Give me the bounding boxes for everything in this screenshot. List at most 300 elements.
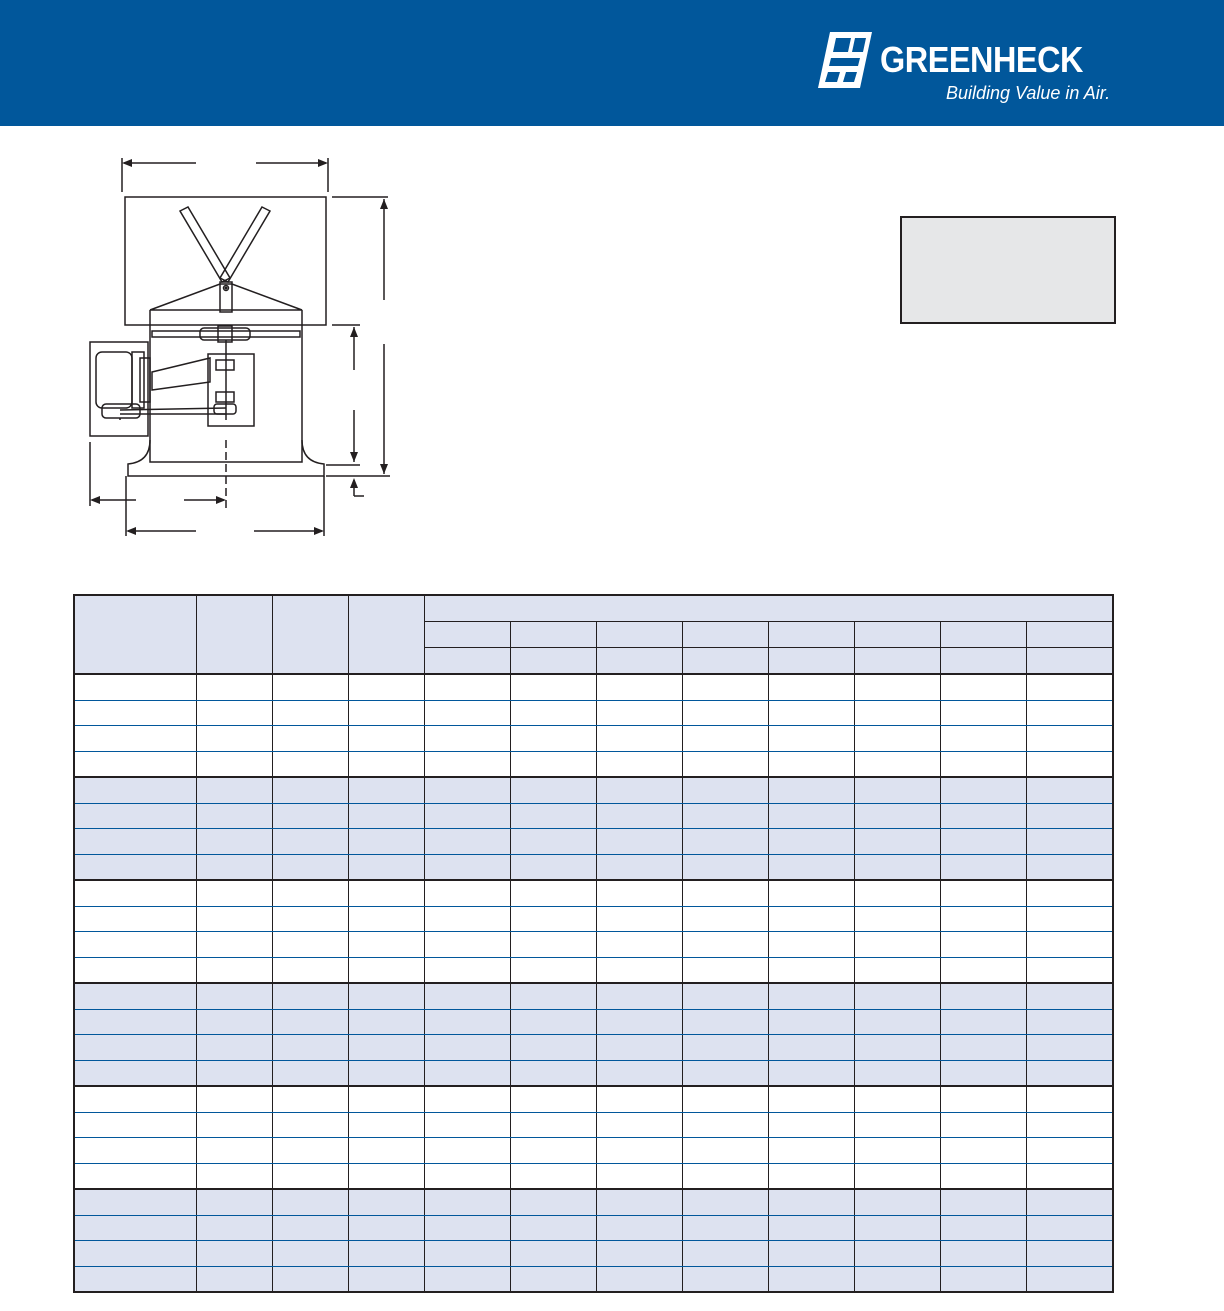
table-cell (272, 777, 348, 803)
table-cell (1027, 674, 1113, 700)
table-cell (196, 1138, 272, 1164)
table-cell (596, 829, 682, 855)
table-cell (683, 983, 769, 1009)
table-cell (272, 854, 348, 880)
table-cell (855, 726, 941, 752)
table-cell (348, 674, 424, 700)
table-cell (424, 983, 510, 1009)
table-cell (348, 880, 424, 906)
table-cell (196, 1241, 272, 1267)
dimension-table (73, 594, 1114, 1293)
table-cell (510, 1163, 596, 1189)
table-body (74, 674, 1113, 1292)
table-row (74, 957, 1113, 983)
table-cell (769, 1112, 855, 1138)
table-cell (855, 1086, 941, 1112)
header-cell (683, 622, 769, 648)
table-cell (348, 1241, 424, 1267)
table-cell (855, 829, 941, 855)
table-cell (596, 1215, 682, 1241)
table-cell (510, 906, 596, 932)
table-cell (855, 1241, 941, 1267)
table-cell (1027, 751, 1113, 777)
table-cell (196, 1035, 272, 1061)
table-cell (769, 1189, 855, 1215)
table-cell (596, 932, 682, 958)
table-cell (74, 983, 196, 1009)
table-cell (683, 854, 769, 880)
table-cell (596, 906, 682, 932)
table-cell (272, 1060, 348, 1086)
table-cell (855, 932, 941, 958)
table-cell (855, 803, 941, 829)
table-cell (769, 751, 855, 777)
table-cell (596, 1138, 682, 1164)
table-cell (941, 700, 1027, 726)
table-cell (74, 1035, 196, 1061)
table-cell (348, 1189, 424, 1215)
table-cell (272, 1163, 348, 1189)
table-cell (596, 674, 682, 700)
table-cell (769, 1163, 855, 1189)
table-cell (941, 1241, 1027, 1267)
table-cell (683, 803, 769, 829)
table-cell (1027, 1189, 1113, 1215)
header-cell (510, 648, 596, 675)
table-cell (348, 983, 424, 1009)
table-cell (683, 906, 769, 932)
table-cell (941, 1266, 1027, 1292)
table-cell (196, 751, 272, 777)
page-header (0, 0, 1224, 126)
table-cell (272, 1035, 348, 1061)
table-cell (596, 1086, 682, 1112)
table-cell (424, 1112, 510, 1138)
table-cell (510, 957, 596, 983)
table-row (74, 1266, 1113, 1292)
table-cell (769, 983, 855, 1009)
table-cell (74, 957, 196, 983)
table-cell (74, 1086, 196, 1112)
table-cell (1027, 1163, 1113, 1189)
table-cell (424, 854, 510, 880)
table-cell (272, 1266, 348, 1292)
table-cell (510, 1086, 596, 1112)
table-cell (596, 1241, 682, 1267)
table-cell (272, 906, 348, 932)
table-cell (769, 1266, 855, 1292)
table-cell (74, 1215, 196, 1241)
table-cell (424, 1189, 510, 1215)
table-cell (424, 932, 510, 958)
header-cell (510, 622, 596, 648)
table-cell (769, 1215, 855, 1241)
table-cell (348, 700, 424, 726)
header-cell (855, 648, 941, 675)
table-cell (424, 957, 510, 983)
table-cell (683, 1086, 769, 1112)
table-cell (683, 726, 769, 752)
table-cell (855, 1266, 941, 1292)
table-cell (941, 829, 1027, 855)
table-cell (348, 1266, 424, 1292)
table-cell (74, 1009, 196, 1035)
table-cell (1027, 854, 1113, 880)
table-cell (74, 700, 196, 726)
table-row (74, 932, 1113, 958)
table-cell (272, 957, 348, 983)
table-cell (941, 983, 1027, 1009)
table-cell (74, 726, 196, 752)
table-cell (683, 957, 769, 983)
table-cell (941, 1009, 1027, 1035)
table-cell (196, 1266, 272, 1292)
table-row (74, 1189, 1113, 1215)
table-cell (510, 983, 596, 1009)
table-cell (196, 880, 272, 906)
table-cell (510, 1189, 596, 1215)
table-cell (769, 957, 855, 983)
table-cell (596, 983, 682, 1009)
table-cell (424, 906, 510, 932)
table-cell (348, 1215, 424, 1241)
table-cell (683, 1241, 769, 1267)
table-cell (1027, 1241, 1113, 1267)
table-cell (510, 880, 596, 906)
table-cell (424, 751, 510, 777)
table-header (74, 595, 1113, 674)
table-row (74, 726, 1113, 752)
greenheck-logo[interactable] (816, 28, 1116, 108)
table-cell (272, 726, 348, 752)
table-cell (74, 674, 196, 700)
table-cell (348, 1112, 424, 1138)
table-cell (683, 1009, 769, 1035)
table-cell (941, 1086, 1027, 1112)
header-cell (272, 595, 348, 674)
table-cell (683, 932, 769, 958)
table-cell (348, 906, 424, 932)
table-cell (683, 1189, 769, 1215)
table-cell (196, 957, 272, 983)
table-cell (769, 1009, 855, 1035)
table-cell (855, 700, 941, 726)
table-cell (769, 1138, 855, 1164)
header-cell-span (424, 595, 1113, 622)
table-cell (596, 803, 682, 829)
table-cell (196, 906, 272, 932)
table-cell (941, 1215, 1027, 1241)
table-cell (596, 880, 682, 906)
table-cell (683, 1112, 769, 1138)
table-cell (596, 1266, 682, 1292)
table-cell (769, 1241, 855, 1267)
table-cell (510, 674, 596, 700)
table-cell (510, 932, 596, 958)
table-cell (1027, 726, 1113, 752)
table-cell (196, 983, 272, 1009)
table-cell (1027, 1138, 1113, 1164)
table-cell (596, 1009, 682, 1035)
table-row (74, 880, 1113, 906)
table-cell (510, 726, 596, 752)
header-cell (941, 648, 1027, 675)
table-cell (510, 1266, 596, 1292)
table-cell (272, 803, 348, 829)
header-cell (596, 648, 682, 675)
table-row (74, 829, 1113, 855)
header-cell (683, 648, 769, 675)
table-cell (510, 1215, 596, 1241)
table-cell (769, 854, 855, 880)
table-cell (596, 854, 682, 880)
table-cell (683, 1060, 769, 1086)
table-cell (769, 829, 855, 855)
table-cell (348, 751, 424, 777)
table-cell (74, 1241, 196, 1267)
fan-dimension-drawing (80, 148, 410, 548)
table-cell (683, 1163, 769, 1189)
table-cell (196, 777, 272, 803)
table-cell (348, 1035, 424, 1061)
table-cell (348, 1060, 424, 1086)
table-cell (272, 880, 348, 906)
header-cell (424, 622, 510, 648)
table-cell (196, 932, 272, 958)
table-cell (272, 1086, 348, 1112)
table-cell (348, 1138, 424, 1164)
table-cell (769, 726, 855, 752)
table-cell (196, 1112, 272, 1138)
table-cell (683, 674, 769, 700)
header-cell (769, 622, 855, 648)
table-cell (596, 1112, 682, 1138)
table-cell (510, 1060, 596, 1086)
table-cell (424, 777, 510, 803)
table-cell (596, 777, 682, 803)
header-cell (74, 595, 196, 674)
table-cell (272, 1138, 348, 1164)
table-cell (769, 777, 855, 803)
table-cell (348, 829, 424, 855)
table-cell (769, 906, 855, 932)
table-cell (855, 880, 941, 906)
table-cell (769, 700, 855, 726)
table-cell (855, 1189, 941, 1215)
table-cell (196, 1163, 272, 1189)
table-cell (596, 1035, 682, 1061)
table-row (74, 1138, 1113, 1164)
table-cell (74, 1138, 196, 1164)
table-cell (1027, 1266, 1113, 1292)
table-cell (1027, 983, 1113, 1009)
table-cell (424, 700, 510, 726)
table-cell (1027, 1112, 1113, 1138)
table-cell (74, 829, 196, 855)
table-cell (424, 726, 510, 752)
table-cell (941, 854, 1027, 880)
table-cell (196, 1060, 272, 1086)
table-cell (348, 1086, 424, 1112)
table-cell (855, 1112, 941, 1138)
table-cell (941, 1138, 1027, 1164)
table-row (74, 674, 1113, 700)
table-cell (272, 1189, 348, 1215)
table-cell (510, 1035, 596, 1061)
table-row (74, 1215, 1113, 1241)
table-cell (424, 1009, 510, 1035)
table-cell (855, 906, 941, 932)
table-cell (510, 700, 596, 726)
table-cell (196, 674, 272, 700)
table-cell (596, 957, 682, 983)
table-row (74, 1035, 1113, 1061)
table-cell (74, 751, 196, 777)
table-cell (683, 880, 769, 906)
table-cell (683, 829, 769, 855)
header-cell (855, 622, 941, 648)
table-row (74, 983, 1113, 1009)
table-cell (348, 726, 424, 752)
table-cell (74, 1266, 196, 1292)
table-cell (941, 1060, 1027, 1086)
table-cell (424, 1215, 510, 1241)
table-row (74, 1241, 1113, 1267)
table-cell (855, 1035, 941, 1061)
table-cell (769, 674, 855, 700)
table-cell (596, 1163, 682, 1189)
table-cell (510, 829, 596, 855)
table-cell (941, 777, 1027, 803)
table-cell (683, 751, 769, 777)
table-cell (596, 700, 682, 726)
table-cell (855, 751, 941, 777)
table-row (74, 1086, 1113, 1112)
table-cell (683, 1035, 769, 1061)
table-cell (348, 1163, 424, 1189)
table-cell (855, 983, 941, 1009)
table-cell (510, 751, 596, 777)
table-cell (941, 751, 1027, 777)
table-cell (424, 880, 510, 906)
table-cell (855, 1163, 941, 1189)
table-cell (74, 880, 196, 906)
table-cell (74, 1060, 196, 1086)
table-cell (1027, 777, 1113, 803)
brand-tagline: Building Value in Air. (946, 83, 1111, 103)
table-cell (683, 700, 769, 726)
table-cell (1027, 1215, 1113, 1241)
table-cell (683, 1266, 769, 1292)
table-cell (74, 777, 196, 803)
table-cell (596, 751, 682, 777)
table-cell (348, 1009, 424, 1035)
table-cell (510, 1241, 596, 1267)
table-cell (74, 854, 196, 880)
table-cell (74, 906, 196, 932)
table-cell (941, 1189, 1027, 1215)
table-cell (855, 1215, 941, 1241)
table-cell (941, 803, 1027, 829)
table-cell (74, 932, 196, 958)
table-cell (348, 854, 424, 880)
table-cell (1027, 1086, 1113, 1112)
table-cell (1027, 829, 1113, 855)
table-cell (855, 854, 941, 880)
table-cell (1027, 906, 1113, 932)
table-cell (769, 1086, 855, 1112)
table-cell (424, 1086, 510, 1112)
table-cell (855, 957, 941, 983)
table-row (74, 1163, 1113, 1189)
brand-name: GREENHECK (880, 39, 1083, 80)
table-cell (1027, 700, 1113, 726)
table-cell (272, 932, 348, 958)
table-cell (74, 803, 196, 829)
table-cell (510, 777, 596, 803)
table-cell (1027, 1035, 1113, 1061)
table-cell (424, 829, 510, 855)
table-cell (683, 1138, 769, 1164)
table-cell (510, 803, 596, 829)
table-cell (74, 1189, 196, 1215)
table-row (74, 1060, 1113, 1086)
table-cell (941, 1163, 1027, 1189)
table-cell (196, 854, 272, 880)
table-cell (769, 1060, 855, 1086)
table-cell (272, 829, 348, 855)
note-box (900, 216, 1116, 324)
table-cell (1027, 1060, 1113, 1086)
table-cell (196, 1009, 272, 1035)
table-cell (272, 674, 348, 700)
table-cell (941, 1112, 1027, 1138)
table-cell (941, 880, 1027, 906)
table-cell (510, 1112, 596, 1138)
table-cell (1027, 932, 1113, 958)
table-cell (348, 957, 424, 983)
table-cell (683, 1215, 769, 1241)
header-cell (1027, 648, 1113, 675)
table-cell (941, 906, 1027, 932)
table-cell (348, 803, 424, 829)
table-cell (424, 1035, 510, 1061)
table-cell (596, 1060, 682, 1086)
table-cell (196, 726, 272, 752)
table-cell (941, 932, 1027, 958)
table-cell (272, 983, 348, 1009)
table-cell (424, 1241, 510, 1267)
table-row (74, 803, 1113, 829)
table-cell (348, 777, 424, 803)
table-cell (196, 700, 272, 726)
table-cell (855, 1060, 941, 1086)
table-cell (596, 726, 682, 752)
table-cell (272, 1241, 348, 1267)
table-cell (424, 1060, 510, 1086)
table-cell (510, 854, 596, 880)
table-cell (769, 803, 855, 829)
table-cell (941, 1035, 1027, 1061)
table-cell (74, 1163, 196, 1189)
table-cell (424, 674, 510, 700)
table-row (74, 777, 1113, 803)
table-cell (272, 1215, 348, 1241)
table-cell (941, 957, 1027, 983)
header-cell (348, 595, 424, 674)
table-cell (196, 1189, 272, 1215)
table-cell (1027, 803, 1113, 829)
